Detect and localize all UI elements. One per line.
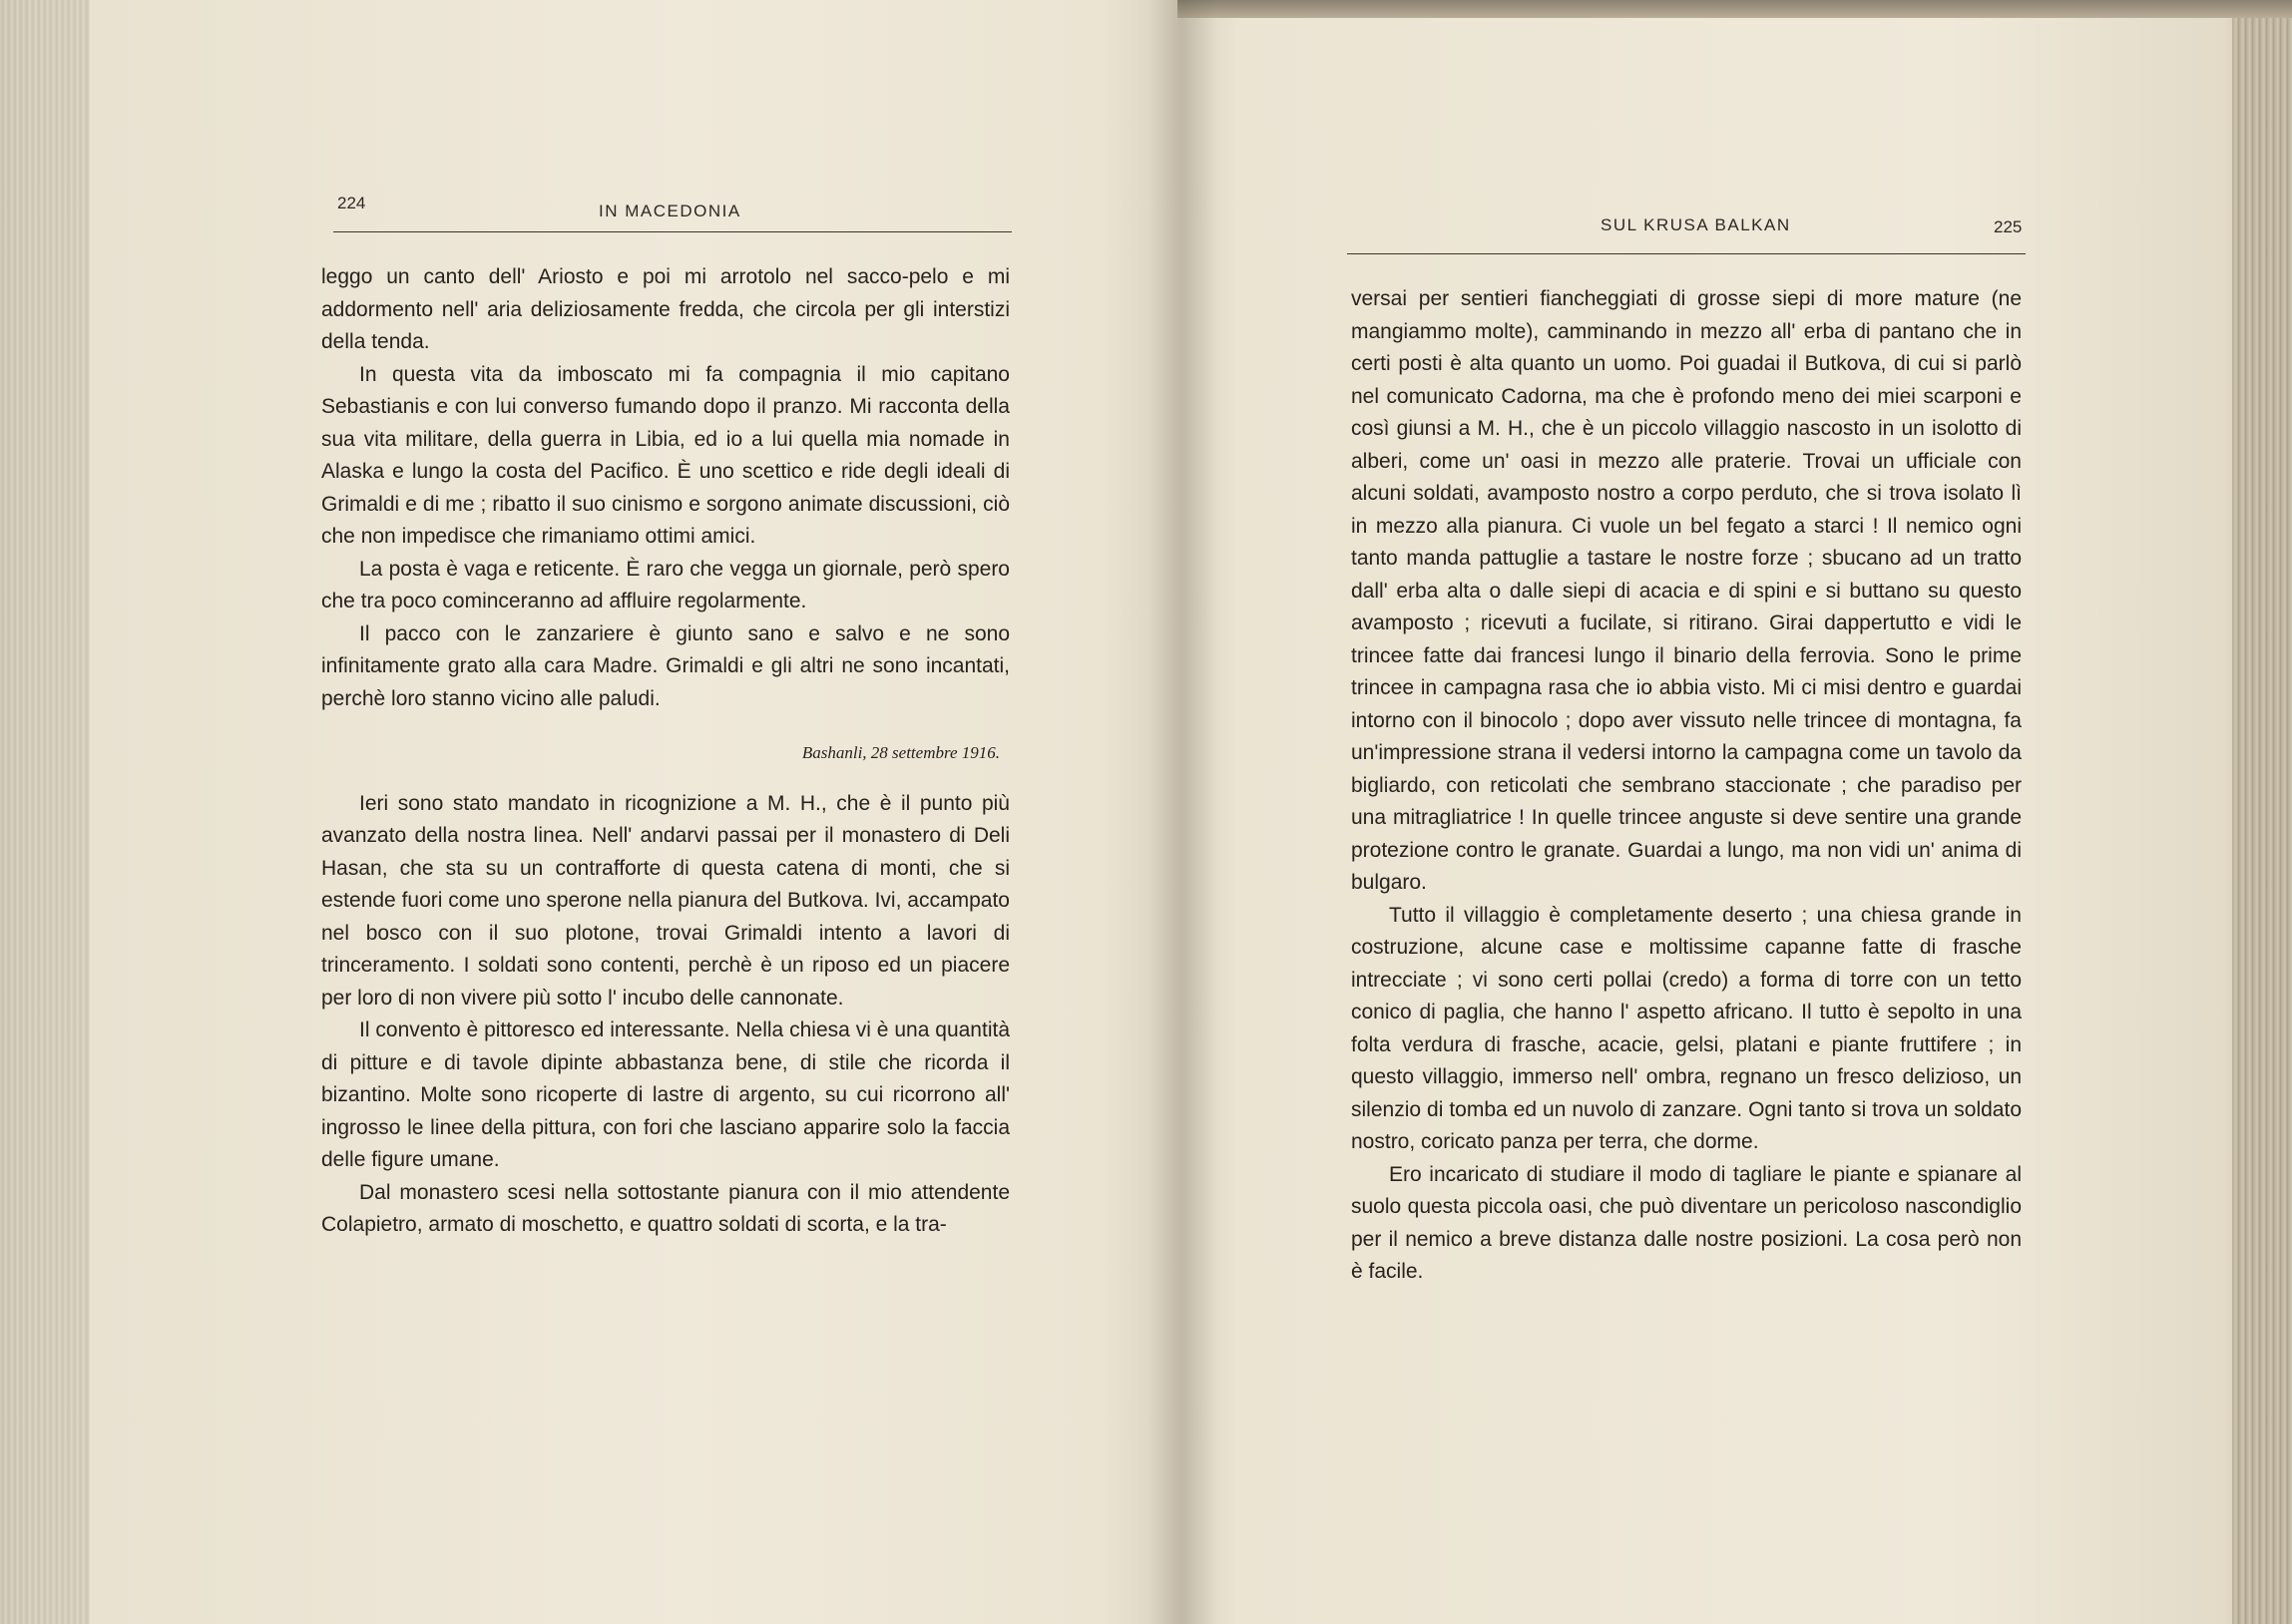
binding-top-edge (1177, 0, 2292, 18)
paragraph: Il pacco con le zanzariere è giunto sano e salvo e ne sono infinitamente grato alla cara Madre. Grimaldi e gli altri ne sono incantati, perchè loro stanno vicino alle paludi. (321, 621, 1010, 710)
paragraph: In questa vita da imboscato mi fa compagnia il mio capitano Sebastianis e con lui converso fumando dopo il pranzo. Mi racconta della sua vita militare, della guerra in Libia, ed io a lui quella mia nomade in Alaska e lungo la costa del Pacifico. È uno scettico e ride degli ideali di Grimaldi e di me ; ribatto il suo cinismo e sorgono animate discussioni, ciò che non impedisce che rimaniamo ottimi amici. (321, 362, 1010, 548)
left-page-body (321, 261, 1010, 1242)
paragraph: Ieri sono stato mandato in ricognizione a M. H., che è il punto più avanzato della nostra linea. Nell' andarvi passai per il monastero di Deli Hasan, che sta su un contrafforte di questa catena di monti, che si estende fuori come uno sperone nella pianura del Butkova. Ivi, accampato nel bosco con il suo plotone, trovai Grimaldi intento a lavori di trinceramento. I soldati sono contenti, perchè è un riposo ed un piacere per loro di non vivere più sotto l' incubo delle cannonate. (321, 791, 1010, 1010)
header-rule-right (1347, 253, 2026, 254)
dateline: Bashanli, 28 settembre 1916. (801, 743, 1000, 762)
running-head-left: IN MACEDONIA (599, 202, 741, 220)
page-number-left: 224 (337, 194, 366, 212)
left-page-edges (0, 0, 90, 1624)
right-page-edges (2232, 0, 2292, 1624)
paragraph: Tutto il villaggio è completamente deserto ; una chiesa grande in costruzione, alcune case e moltissime capanne fatte di frasche intrecciate ; vi sono certi pollai (credo) a forma di torre con un tetto conico di paglia, che hanno l' aspetto africano. Il tutto è sepolto in una folta verdura di frasche, acacie, gelsi, platani e piante fruttifere ; in questo villaggio, immerso nell' ombra, regnano un fresco delizioso, un silenzio di tomba ed un nuvolo di zanzare. Ogni tanto si trova un soldato nostro, coricato panza per terra, che dorme. (1351, 903, 2022, 1153)
paragraph: Dal monastero scesi nella sottostante pianura con il mio attendente Colapietro, armato di moschetto, e quattro soldati di scorta, e la tra- (321, 1180, 1010, 1236)
paragraph: Il convento è pittoresco ed interessante. Nella chiesa vi è una quantità di pitture e di tavole dipinte abbastanza bene, di stile che ricorda il bizantino. Molte sono ricoperte di lastre di argento, su cui ricorrono all' ingrosso le linee della pittura, con fori che lasciano apparire solo la faccia delle figure umane. (321, 1018, 1010, 1171)
header-rule-left (333, 231, 1012, 232)
page-number-right: 225 (1994, 217, 2023, 236)
right-page-body (1351, 283, 2022, 1289)
spine-gutter (1147, 0, 1217, 1624)
paragraph: leggo un canto dell' Ariosto e poi mi arrotolo nel sacco-pelo e mi addormento nell' aria deliziosamente fredda, che circola per gli interstizi della tenda. (321, 265, 1010, 353)
running-head-right: SUL KRUSA BALKAN (1601, 215, 1791, 234)
paragraph: La posta è vaga e reticente. È raro che vegga un giornale, però spero che tra poco cominceranno ad affluire regolarmente. (321, 557, 1010, 612)
paragraph: Ero incaricato di studiare il modo di tagliare le piante e spianare al suolo questa piccola oasi, che può diventare un pericoloso nascondiglio per il nemico a breve distanza dalle nostre posizioni. La cosa però non è facile. (1351, 1162, 2022, 1283)
paragraph: versai per sentieri fiancheggiati di grosse siepi di more mature (ne mangiammo molte), camminando in mezzo all' erba di pantano che in certi posti è alta quanto un uomo. Poi guadai il Butkova, di cui si parlò nel comunicato Cadorna, ma che è profondo meno dei miei scarponi e così giunsi a M. H., che è un piccolo villaggio nascosto in un isolotto di alberi, come un' oasi in mezzo alle praterie. Trovai un ufficiale con alcuni soldati, avamposto nostro a corpo perduto, che si trova isolato lì in mezzo alla pianura. Ci vuole un bel fegato a starci ! Il nemico ogni tanto manda pattuglie a tastare le nostre forze ; sbucano ad un tratto dall' erba alta o dalle siepi di acacia e di spini e si buttano su questo avamposto ; ricevuti a fucilate, si ritirano. Girai dappertutto e vidi le trincee fatte dai francesi lungo il binario della ferrovia. Sono le prime trincee in campagna rasa che io abbia visto. Mi ci misi dentro e guardai intorno con il binocolo ; dopo aver vissuto nelle trincee di montagna, fa un'impressione strana il vedersi intorno la campagna come un tavolo da bigliardo, con reticolati che sembrano staccionate ; che paradiso per una mitragliatrice ! In quelle trincee anguste si deve sentire una grande protezione contro le granate. Guardai a lungo, ma non vidi un' anima di bulgaro. (1351, 287, 2022, 894)
